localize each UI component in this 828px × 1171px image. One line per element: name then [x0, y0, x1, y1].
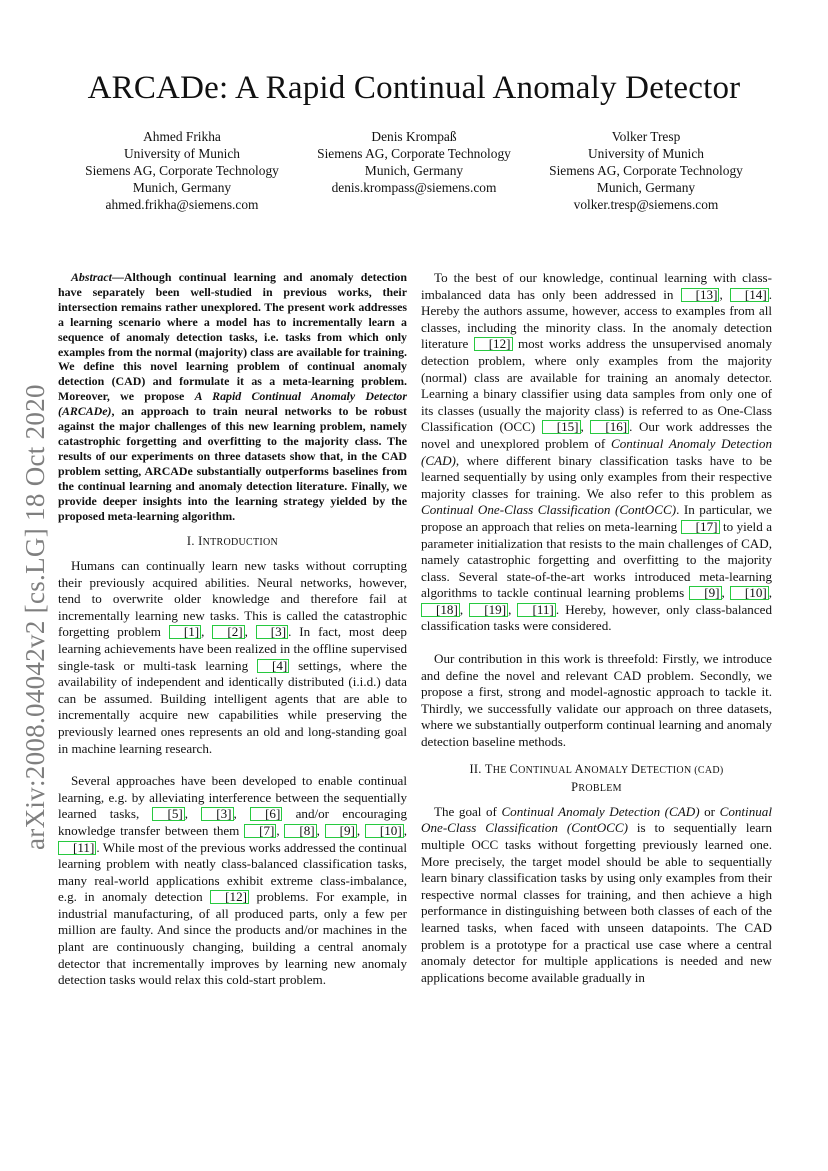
abstract-label: Abstract — [71, 270, 112, 284]
citation-link[interactable]: [3] — [201, 807, 233, 821]
left-column — [58, 270, 407, 989]
intro-paragraph-3: To the best of our knowledge, continual learning with class-imbalanced data has only been addressed in [13] , [14] . Hereby the authors assume, however, access to examples from all classes, including the minority class. In the anomaly detection literature [12] most works address the unsupervised anomaly detection problem, where only examples from the majority (normal) class are available for training an anomaly detector. Learning a binary classifier using data samples from only one of its classes (usually the majority class) is referred to as One-Class Classification (OCC) [15] , [16] . Our work addresses the novel and unexplored problem of Continual Anomaly Detection (CAD), where different binary classification tasks have to be learned sequentially by using only examples from their respective majority classes for training. We also refer to this problem as Continual One-Class Classification (ContOCC). In particular, we propose an approach that relies on meta-learning [17] to yield a parameter initialization that resists to the main challenges of CAD, namely catastrophic forgetting and overfitting to the majority class. Several state-of-the-art works introduced meta-learning algorithms to tackle continual learning problems [9] , [10] , [18] , [19] , [11] . Hereby, however, only class-balanced classification tasks were considered. — [421, 270, 773, 634]
citation-link[interactable]: [18] — [421, 603, 460, 617]
citation-link[interactable]: [3] — [256, 625, 288, 639]
author-affiliation: Siemens AG, Corporate Technology — [317, 146, 511, 161]
citation-link[interactable]: [2] — [212, 625, 244, 639]
citation-link[interactable]: [12] — [474, 337, 513, 351]
citation-link[interactable]: [7] — [244, 824, 276, 838]
author-affiliation: University of Munich — [587, 146, 705, 161]
paper-title: ARCADe: A Rapid Continual Anomaly Detector — [87, 70, 741, 106]
citation-link[interactable]: [14] — [730, 288, 769, 302]
author-affiliation: Siemens AG, Corporate Technology — [549, 163, 743, 178]
author-block-2 — [294, 128, 534, 196]
citation-link[interactable]: [12] — [210, 890, 249, 904]
right-column — [421, 270, 772, 986]
citation-link[interactable]: [1] — [169, 625, 201, 639]
arxiv-stamp: arXiv:2008.04042v2 [cs.LG] 18 Oct 2020 — [20, 384, 50, 850]
author-email: denis.krompass@siemens.com — [331, 180, 497, 195]
citation-link[interactable]: [16] — [590, 420, 629, 434]
citation-link[interactable]: [5] — [152, 807, 184, 821]
author-name: Volker Tresp — [611, 129, 681, 144]
citation-link[interactable]: [11] — [58, 841, 96, 855]
author-block-3 — [526, 128, 766, 213]
contribution-paragraph: Our contribution in this work is threefold: Firstly, we introduce and define the novel and relevant CAD problem. Secondly, we propose a first, strong and model-agnostic approach to tackle it. Thirdly, we successfully validate our approach on three datasets, where we substantially outperform continual learning and anomaly detection baseline methods. — [421, 651, 772, 750]
author-affiliation: Siemens AG, Corporate Technology — [85, 163, 279, 178]
intro-paragraph-1: Humans can continually learn new tasks without corrupting their previously acquired abilities. Neural networks, however, tend to overwrite older knowledge and therefore fail at incrementally learning new tasks. This is called the catastrophic forgetting problem [1] , [2] , [3] . In fact, most deep learning achievements have been realized in the offline supervised single-task or multi-task learning [4] settings, where the availability of independent and identically distributed (i.i.d.) data can be assumed. Building intelligent agents that are able to incrementally acquire new capabilities while preserving the previously learned ones represents an old and long-standing goal in machine learning research. — [58, 558, 407, 756]
author-email: volker.tresp@siemens.com — [573, 197, 719, 212]
citation-link[interactable]: [19] — [469, 603, 508, 617]
abstract: Abstract—Although continual learning and anomaly detection have separately been well-studied in previous works, their intersection remains rather unexplored. The present work addresses a learning scenario where a model has to incrementally learn a sequence of anomaly detection tasks, i.e. tasks from which only examples from the normal (majority) class are available for training. We define this novel learning problem of continual anomaly detection (CAD) and formulate it as a meta-learning problem. Moreover, we propose A Rapid Continual Anomaly Detector (ARCADe), an approach to train neural networks to be robust against the major challenges of this new learning problem, namely catastrophic forgetting and overfitting to the majority class. The results of our experiments on three datasets show that, in the CAD problem setting, ARCADe substantially outperforms baselines from the continual learning and anomaly detection literature. Finally, we provide deeper insights into the learning strategy yielded by the proposed meta-learning algorithm. — [58, 270, 408, 523]
cad-paragraph: The goal of Continual Anomaly Detection (CAD) or Continual One-Class Classification (ContOCC) is to sequentially learn multiple OCC tasks without forgetting previously learned one. More precisely, the target model should be able to sequentially learn binary classification tasks by using only examples from their respective normal classes for training, and then achieve a high performance in distinguishing between both classes of each of the learned tasks, when faced with unseen datapoints. The CAD problem is a prototype for a practical use case where a central anomaly detector for multiple applications is needed and new applications become available gradually in — [421, 803, 772, 985]
citation-link[interactable]: [15] — [542, 420, 581, 434]
author-affiliation: University of Munich — [123, 146, 241, 161]
author-email: ahmed.frikha@siemens.com — [105, 197, 259, 212]
citation-link[interactable]: [10] — [730, 586, 769, 600]
author-location: Munich, Germany — [132, 180, 232, 195]
author-name: Ahmed Frikha — [143, 129, 221, 144]
citation-link[interactable]: [9] — [325, 824, 357, 838]
author-name: Denis Krompaß — [371, 129, 457, 144]
citation-link[interactable]: [13] — [681, 288, 720, 302]
citation-link[interactable]: [10] — [365, 824, 404, 838]
citation-link[interactable]: [9] — [689, 586, 721, 600]
author-location: Munich, Germany — [596, 180, 696, 195]
citation-link[interactable]: [4] — [257, 659, 289, 673]
section-heading-introduction: I. INTRODUCTION — [186, 534, 279, 549]
citation-link[interactable]: [17] — [681, 520, 720, 534]
citation-link[interactable]: [8] — [284, 824, 316, 838]
author-block-1 — [62, 128, 302, 213]
section-heading-cad-problem: II. THE CONTINUAL ANOMALY DETECTION (CAD) PROBLEM — [469, 761, 724, 795]
intro-paragraph-2: Several approaches have been developed to enable continual learning, e.g. by alleviating interference between the sequentially learned tasks, [5] , [3] , [6] and/or encouraging knowledge transfer between them [7] , [8] , [9] , [10] , [11] . While most of the previous works addressed the continual learning problem with neatly class-balanced classification tasks, many real-world applications exhibit extreme class-imbalance, e.g. in anomaly detection [12] problems. For example, in industrial manufacturing, of all produced parts, only a few per million are faulty. And since the products and/or machines in the plant are continuously changing, building a central anomaly detector that incrementally improves by learning new anomaly detection tasks would relax this cold-start problem. — [58, 773, 407, 988]
citation-link[interactable]: [11] — [517, 603, 555, 617]
citation-link[interactable]: [6] — [250, 807, 282, 821]
author-location: Munich, Germany — [364, 163, 464, 178]
